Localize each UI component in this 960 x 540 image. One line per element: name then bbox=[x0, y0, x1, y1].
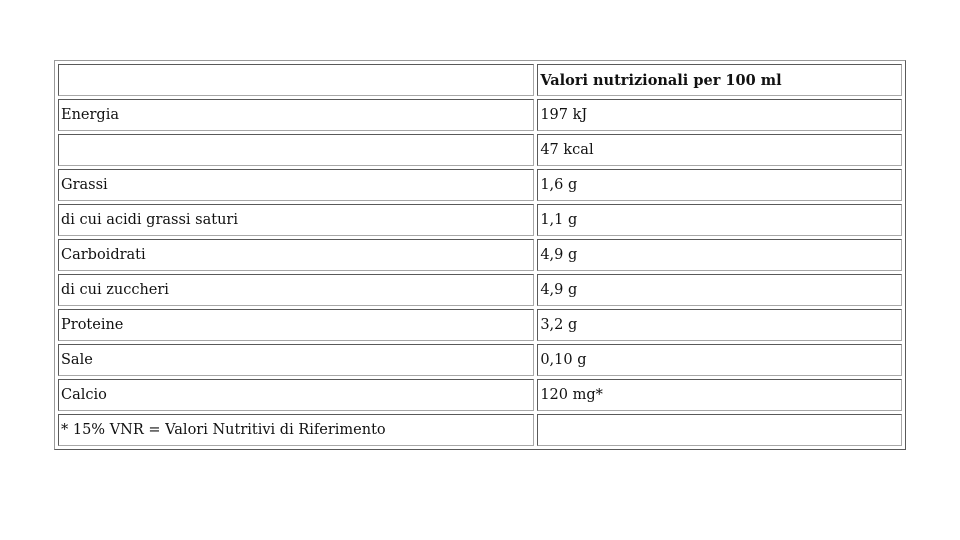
nutrient-value: 0,10 g bbox=[537, 344, 902, 376]
table-row bbox=[58, 239, 902, 271]
table-row bbox=[58, 99, 902, 131]
header-value-cell: Valori nutrizionali per 100 ml bbox=[537, 64, 902, 96]
nutrient-value: 4,9 g bbox=[537, 274, 902, 306]
nutrient-label: Calcio bbox=[58, 379, 534, 411]
table-row bbox=[58, 344, 902, 376]
nutrient-value: 1,1 g bbox=[537, 204, 902, 236]
header-label-cell bbox=[58, 64, 534, 96]
table-row bbox=[58, 204, 902, 236]
table-row bbox=[58, 134, 902, 166]
nutrient-value: 4,9 g bbox=[537, 239, 902, 271]
nutrient-label: Energia bbox=[58, 99, 534, 131]
nutrient-value: 1,6 g bbox=[537, 169, 902, 201]
nutrient-label bbox=[58, 134, 534, 166]
footnote-value-cell bbox=[537, 414, 902, 446]
table-row bbox=[58, 274, 902, 306]
nutrient-label: di cui zuccheri bbox=[58, 274, 534, 306]
nutrient-value: 197 kJ bbox=[537, 99, 902, 131]
table-row bbox=[58, 169, 902, 201]
table-row bbox=[58, 379, 902, 411]
nutrient-value: 120 mg* bbox=[537, 379, 902, 411]
nutrient-label: Grassi bbox=[58, 169, 534, 201]
nutrient-label: Proteine bbox=[58, 309, 534, 341]
nutrition-table bbox=[54, 60, 906, 450]
footnote-cell: * 15% VNR = Valori Nutritivi di Riferimento bbox=[58, 414, 534, 446]
table-header-row bbox=[58, 64, 902, 96]
nutrient-value: 47 kcal bbox=[537, 134, 902, 166]
table-row bbox=[58, 414, 902, 446]
nutrient-label: di cui acidi grassi saturi bbox=[58, 204, 534, 236]
table-row bbox=[58, 309, 902, 341]
nutrient-label: Carboidrati bbox=[58, 239, 534, 271]
nutrient-label: Sale bbox=[58, 344, 534, 376]
nutrient-value: 3,2 g bbox=[537, 309, 902, 341]
